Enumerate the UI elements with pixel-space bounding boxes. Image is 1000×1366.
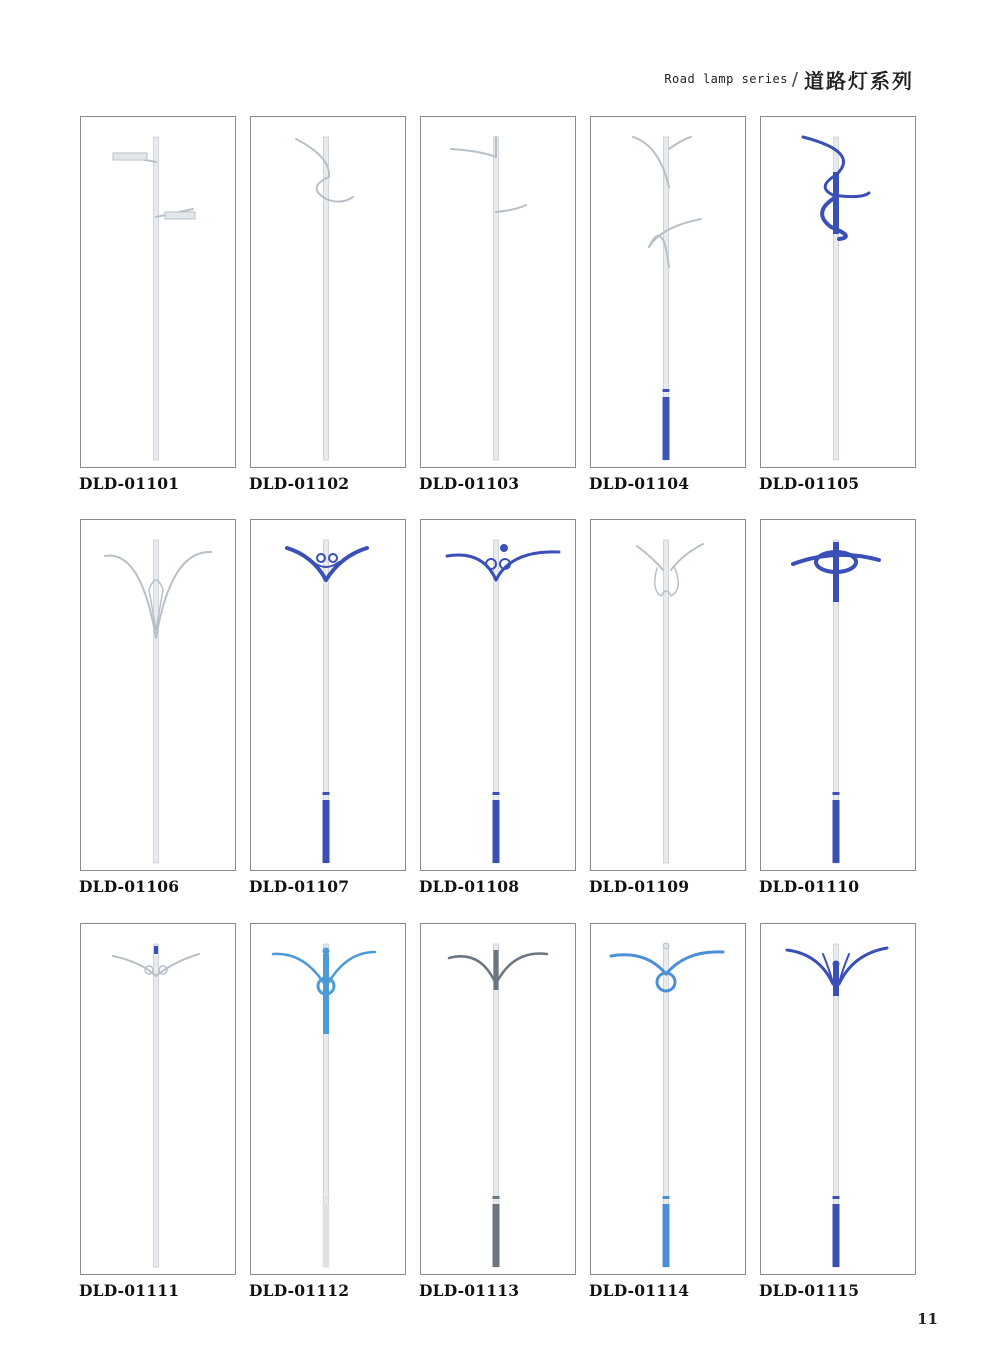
- product-image-frame: [420, 116, 576, 468]
- lamp-arm: [105, 556, 156, 638]
- product-code: DLD-01115: [759, 1281, 860, 1300]
- street-lamp-illustration: [591, 117, 745, 467]
- pole-top: [323, 954, 329, 1034]
- product-image-frame: [250, 923, 406, 1275]
- product-image-frame: [420, 923, 576, 1275]
- product-code: DLD-01105: [759, 474, 860, 493]
- street-lamp-illustration: [81, 117, 235, 467]
- product-image-frame: [760, 519, 916, 871]
- pole-base-sleeve: [663, 397, 670, 460]
- lamp-arm: [611, 955, 666, 974]
- product-code: DLD-01103: [419, 474, 520, 493]
- lamp-arm: [451, 149, 496, 157]
- lamp-head: [113, 153, 147, 160]
- lamp-pole: [664, 540, 669, 863]
- product-code: DLD-01110: [759, 877, 860, 896]
- page-header: [664, 64, 914, 94]
- product-card: [79, 923, 236, 1300]
- product-image-frame: [590, 116, 746, 468]
- lamp-arm: [329, 952, 375, 982]
- product-card: [759, 519, 916, 896]
- street-lamp-illustration: [761, 924, 915, 1274]
- street-lamp-illustration: [761, 117, 915, 467]
- lamp-head: [165, 212, 195, 219]
- street-lamp-illustration: [81, 924, 235, 1274]
- pole-band: [493, 792, 500, 795]
- lamp-arm: [669, 137, 691, 149]
- pole-band: [493, 1196, 500, 1199]
- lamp-arm: [326, 548, 367, 580]
- product-card: [759, 116, 916, 493]
- product-card: [79, 519, 236, 896]
- product-card: [759, 923, 916, 1300]
- product-card: [249, 923, 406, 1300]
- pole-band: [323, 792, 330, 795]
- pole-base-sleeve: [833, 800, 840, 863]
- lamp-arm: [787, 950, 833, 984]
- product-code: DLD-01108: [419, 877, 520, 896]
- street-lamp-illustration: [421, 520, 575, 870]
- product-card: [419, 116, 576, 493]
- series-title-chinese: 道路灯系列: [804, 68, 914, 93]
- lamp-finial: [663, 943, 669, 949]
- lamp-arm: [498, 954, 547, 980]
- street-lamp-illustration: [251, 117, 405, 467]
- product-card: [249, 116, 406, 493]
- lamp-arm: [496, 552, 559, 580]
- street-lamp-illustration: [421, 924, 575, 1274]
- series-title-english: Road lamp series: [664, 72, 788, 86]
- pole-base-sleeve: [493, 800, 500, 863]
- lamp-arm: [273, 954, 323, 982]
- lamp-pole: [154, 137, 159, 460]
- pole-base-sleeve: [833, 1204, 840, 1267]
- product-code: DLD-01112: [249, 1281, 350, 1300]
- pole-band: [833, 1196, 840, 1199]
- street-lamp-illustration: [421, 117, 575, 467]
- pole-base-sleeve: [323, 1204, 330, 1267]
- product-code: DLD-01106: [79, 877, 180, 896]
- street-lamp-illustration: [761, 520, 915, 870]
- pole-band: [663, 389, 670, 392]
- lamp-arm: [666, 952, 723, 974]
- pole-top: [494, 950, 499, 990]
- pole-band: [663, 1196, 670, 1199]
- lamp-arm: [839, 948, 887, 984]
- pole-base-sleeve: [663, 1204, 670, 1267]
- title-separator: /: [791, 68, 798, 90]
- lamp-arm: [671, 544, 703, 570]
- pole-band: [323, 1196, 330, 1199]
- lamp-arm: [156, 954, 199, 976]
- product-image-frame: [250, 116, 406, 468]
- pole-band: [833, 792, 840, 795]
- product-image-frame: [420, 519, 576, 871]
- pole-cap: [154, 946, 158, 954]
- product-code: DLD-01101: [79, 474, 180, 493]
- street-lamp-illustration: [591, 520, 745, 870]
- lamp-pole: [324, 137, 329, 460]
- product-card: [419, 519, 576, 896]
- product-image-frame: [80, 116, 236, 468]
- pole-top: [833, 542, 839, 602]
- street-lamp-illustration: [591, 924, 745, 1274]
- product-card: [589, 116, 746, 493]
- street-lamp-illustration: [81, 520, 235, 870]
- product-card: [79, 116, 236, 493]
- pole-base-sleeve: [323, 800, 330, 863]
- product-card: [589, 923, 746, 1300]
- lamp-pole: [154, 540, 159, 863]
- product-card: [419, 923, 576, 1300]
- product-image-frame: [590, 923, 746, 1275]
- product-image-frame: [80, 519, 236, 871]
- lamp-pole: [154, 944, 159, 1267]
- lamp-pole: [494, 137, 499, 460]
- lamp-arm: [637, 546, 663, 570]
- product-image-frame: [80, 923, 236, 1275]
- lamp-arm: [649, 219, 701, 247]
- product-code: DLD-01113: [419, 1281, 520, 1300]
- street-lamp-illustration: [251, 924, 405, 1274]
- lamp-head: [833, 172, 839, 234]
- pole-base-sleeve: [493, 1204, 500, 1267]
- ornament: [329, 554, 337, 562]
- product-card: [589, 519, 746, 896]
- street-lamp-illustration: [251, 520, 405, 870]
- product-code: DLD-01114: [589, 1281, 690, 1300]
- product-code: DLD-01109: [589, 877, 690, 896]
- lamp-arm: [496, 205, 526, 212]
- product-image-frame: [590, 519, 746, 871]
- product-image-frame: [250, 519, 406, 871]
- product-code: DLD-01107: [249, 877, 350, 896]
- product-card: [249, 519, 406, 896]
- product-image-frame: [760, 116, 916, 468]
- lamp-arm: [156, 552, 211, 638]
- lamp-finial: [500, 544, 508, 552]
- product-code: DLD-01102: [249, 474, 350, 493]
- lamp-finial: [323, 948, 330, 955]
- product-code: DLD-01111: [79, 1281, 180, 1300]
- lamp-arm: [449, 956, 494, 980]
- page-number: 11: [917, 1310, 938, 1328]
- product-code: DLD-01104: [589, 474, 690, 493]
- lamp-arm: [287, 548, 326, 580]
- pole-top: [833, 966, 839, 996]
- product-image-frame: [760, 923, 916, 1275]
